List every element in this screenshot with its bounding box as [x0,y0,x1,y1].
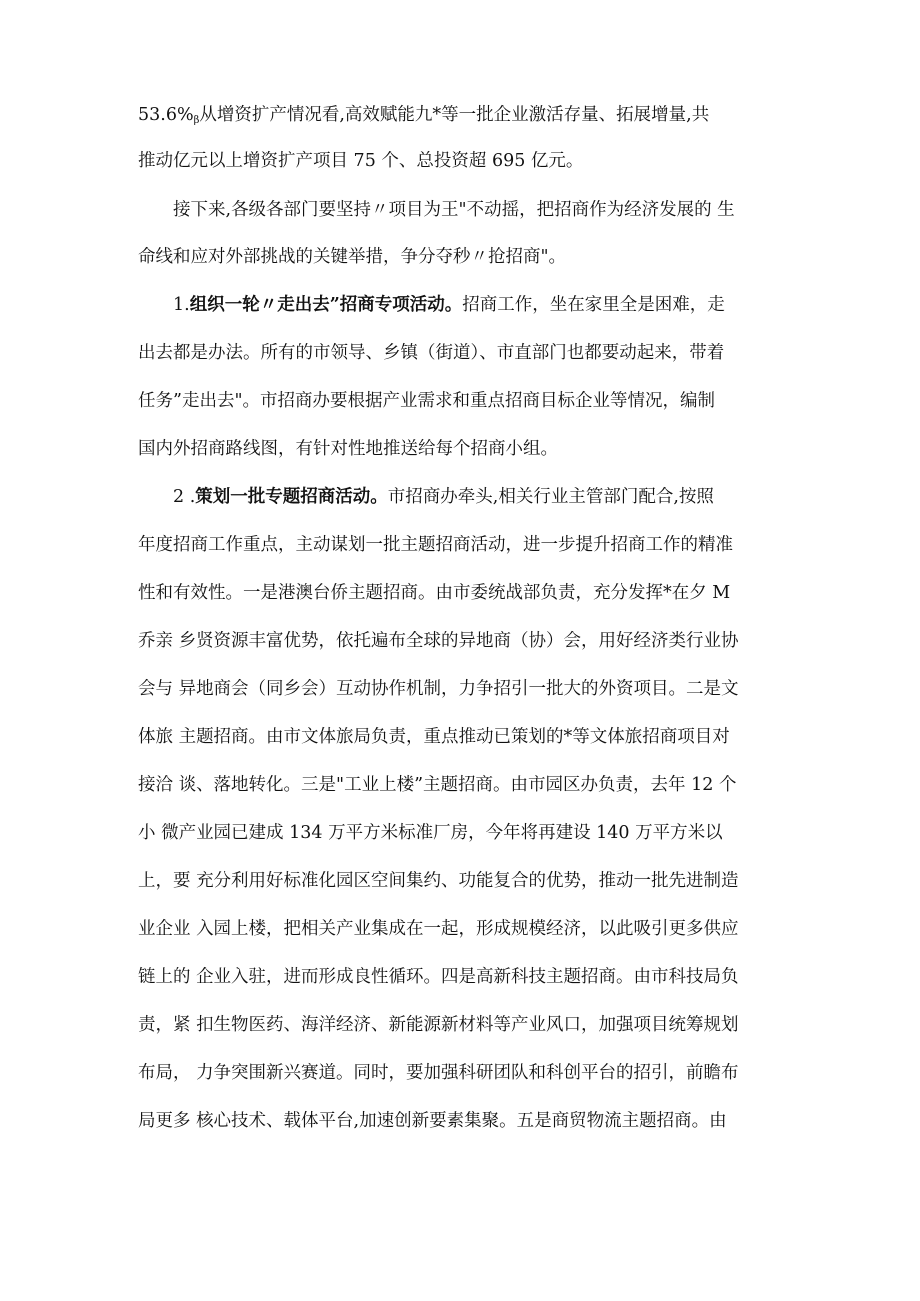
text-line [138,104,788,132]
text-line: 小 微产业园已建成 134 万平方米标准厂房，今年将再建设 140 万平方米以 [138,823,723,843]
percent-value: 53.6% [138,105,194,125]
text-line: 推动亿元以上增资扩产项目 75 个、总投资超 695 亿元。 [138,151,584,171]
text-line: 局更多 核心技术、载体平台,加速创新要素集聚。五是商贸物流主题招商。由 [138,1111,727,1131]
text-line [173,486,823,508]
text-line: 年度招商工作重点，主动谋划一批主题招商活动，进一步提升招商工作的精准 [138,535,733,555]
section-heading: 组织一轮〃走出去”招商专项活动。 [189,295,463,315]
text-line [173,294,823,316]
text-line: 会与 异地商会（同乡会）互动协作机制，力争招引一批大的外资项目。二是文 [138,679,739,699]
heading-number: 2 . [173,487,196,507]
text-line: 性和有效性。一是港澳台侨主题招商。由市委统战部负责，充分发挥*在夕 M [138,583,731,603]
line-text: 从增资扩产情况看,高效赋能九*等一批企业激活存量、拓展增量,共 [199,105,710,125]
text-line: 任务”走出去"。市招商办要根据产业需求和重点招商目标企业等情况，编制 [138,391,715,411]
text-line: 国内外招商路线图，有针对性地推送给每个招商小组。 [138,439,558,459]
text-line: 体旅 主题招商。由市文体旅局负责，重点推动已策划的*等文体旅招商项目对 [138,727,730,747]
text-line: 布局， 力争突围新兴赛道。同时，要加强科研团队和科创平台的招引，前瞻布 [138,1063,739,1083]
subscript-mark: β [193,115,200,126]
text-line: 上，要 充分利用好标准化园区空间集约、功能复合的优势，推动一批先进制造 [138,871,739,891]
text-line: 乔亲 乡贤资源丰富优势，依托遍布全球的异地商（协）会，用好经济类行业协 [138,631,739,651]
text-line: 命线和应对外部挑战的关键举措，争分夺秒〃抢招商"。 [138,247,567,267]
line-text: 招商工作，坐在家里全是困难，走 [462,295,725,315]
text-line: 业企业 入园上楼，把相关产业集成在一起，形成规模经济，以此吸引更多供应 [138,919,739,939]
text-line: 接洽 谈、落地转化。三是"工业上楼”主题招商。由市园区办负责，去年 12 个 [138,775,737,795]
heading-number: 1. [173,295,190,315]
text-line: 出去都是办法。所有的市领导、乡镇（街道）、市直部门也都要动起来，带着 [138,343,725,363]
line-text: 市招商办牵头,相关行业主管部门配合,按照 [387,487,714,507]
text-line: 责，紧 扣生物医药、海洋经济、新能源新材料等产业风口，加强项目统筹规划 [138,1015,739,1035]
section-heading: 策划一批专题招商活动。 [195,487,388,507]
text-line: 接下来,各级各部门要坚持〃项目为王"不动摇，把招商作为经济发展的 生 [173,200,735,220]
text-line: 链上的 企业入驻，进而形成良性循环。四是高新科技主题招商。由市科技局负 [138,967,739,987]
